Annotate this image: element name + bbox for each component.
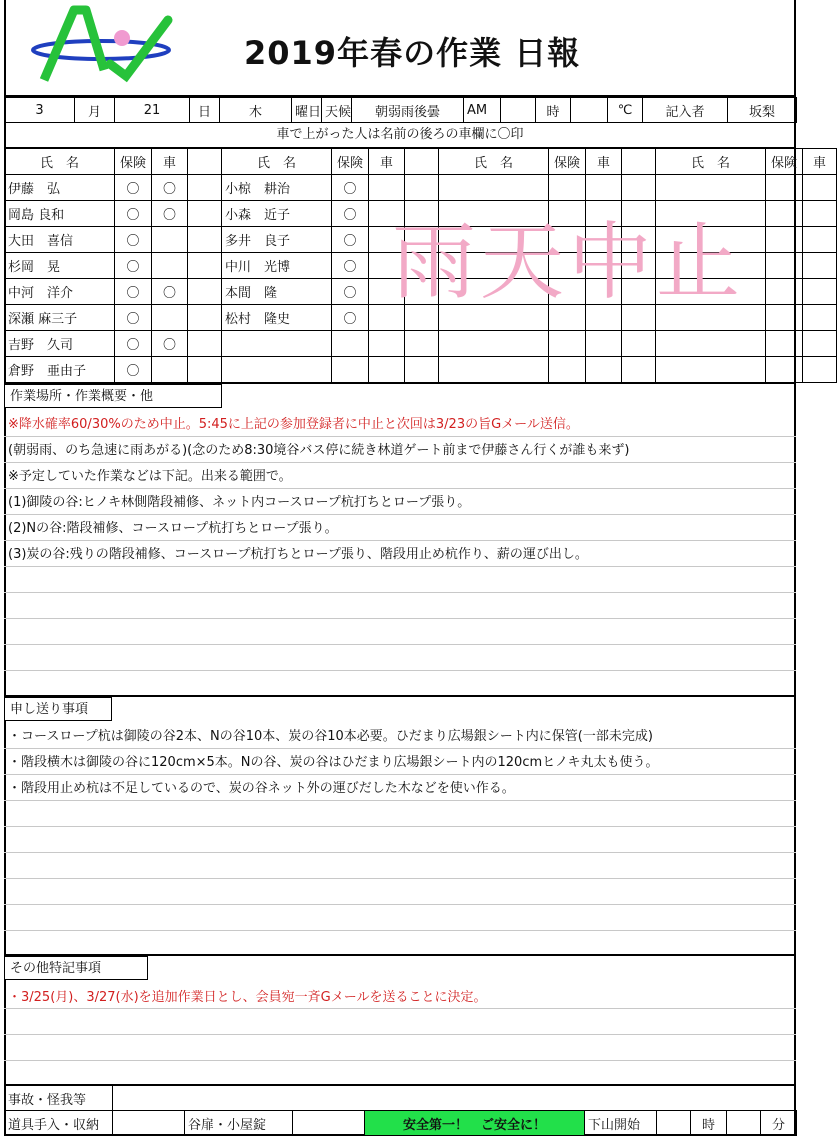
ruled-line [4,826,796,827]
ruled-line [4,592,796,593]
empty-car-cell[interactable] [803,357,837,383]
member-name[interactable]: 岡島 良和 [5,201,115,227]
member-insurance[interactable]: 〇 [332,227,369,253]
other-line[interactable]: ・3/25(月)、3/27(水)を追加作業日とし、会員宛一斉Gメールを送ることに決定。 [8,990,487,1005]
member-insurance[interactable]: 〇 [332,175,369,201]
empty-car-cell[interactable] [586,331,622,357]
ruled-line [4,774,796,775]
divider [4,695,796,697]
ruled-line [4,878,796,879]
tools-label: 道具手入・収納 [5,1111,113,1136]
ruled-line [4,1008,796,1009]
work-line[interactable]: (2)Nの谷:階段補修、コースロープ杭打ちとロープ張り。 [8,521,338,536]
member-car[interactable] [369,175,405,201]
car-header: 車 [586,149,622,175]
handover-section-label: 申し送り事項 [4,697,112,721]
insurance-header: 保険 [115,149,152,175]
member-header-row [5,149,837,175]
ruled-line [4,488,796,489]
accident-label: 事故・怪我等 [5,1086,113,1111]
empty-insurance-cell[interactable] [549,331,586,357]
member-row [5,331,837,357]
member-insurance[interactable]: 〇 [115,227,152,253]
insurance-header: 保険 [332,149,369,175]
club-logo-icon [26,2,176,90]
weather-label: 天候 [322,98,352,123]
day-value[interactable]: 21 [115,98,190,123]
member-name[interactable]: 吉野 久司 [5,331,115,357]
empty-name-cell[interactable] [656,331,766,357]
member-name[interactable]: 中川 光博 [222,253,332,279]
other-section-label: その他特記事項 [4,956,148,980]
empty-insurance-cell[interactable] [766,175,803,201]
descent-hour-value[interactable] [657,1111,691,1136]
spacer-cell [188,227,222,253]
month-value[interactable]: 3 [5,98,75,123]
handover-line[interactable]: ・階段横木は御陵の谷に120cm×5本。Nの谷、炭の谷はひだまり広場銀シート内の120cmヒノキ丸太も使う。 [8,755,659,770]
member-car[interactable] [152,305,188,331]
recorder-value[interactable]: 坂梨 [728,98,797,123]
ruled-line [4,566,796,567]
member-car[interactable]: 〇 [152,279,188,305]
work-section-label: 作業場所・作業概要・他 [4,384,222,408]
spacer-cell [188,149,222,175]
member-insurance[interactable]: 〇 [332,253,369,279]
tools-value[interactable] [113,1111,185,1136]
ruled-line [4,748,796,749]
member-insurance[interactable]: 〇 [115,175,152,201]
member-name[interactable]: 伊藤 弘 [5,175,115,201]
weekday-value[interactable]: 木 [220,98,292,123]
descent-minute-label: 分 [761,1111,797,1136]
car-header: 車 [803,149,837,175]
temperature-label: ℃ [608,98,643,123]
empty-insurance-cell[interactable] [766,357,803,383]
member-name[interactable]: 小椋 耕治 [222,175,332,201]
ruled-line [4,436,796,437]
spacer-cell [405,175,439,201]
spacer-cell [188,279,222,305]
member-name[interactable]: 中河 洋介 [5,279,115,305]
gate-label: 谷扉・小屋錠 [185,1111,293,1136]
empty-car-cell[interactable] [586,357,622,383]
empty-insurance-cell[interactable] [766,201,803,227]
member-insurance[interactable] [332,331,369,357]
spacer-cell [188,253,222,279]
weekday-label: 曜日 [292,98,322,123]
empty-car-cell[interactable] [803,201,837,227]
member-name[interactable] [222,357,332,383]
spacer-cell [405,331,439,357]
member-car[interactable] [152,227,188,253]
ruled-line [4,800,796,801]
spacer-cell [188,201,222,227]
member-insurance[interactable]: 〇 [332,305,369,331]
empty-insurance-cell[interactable] [766,331,803,357]
member-row [5,357,837,383]
member-name[interactable]: 松村 隆史 [222,305,332,331]
spacer-cell [188,305,222,331]
date-weather-row [4,97,797,123]
empty-insurance-cell[interactable] [549,357,586,383]
descent-label: 下山開始 [585,1111,657,1136]
member-name[interactable]: 倉野 亜由子 [5,357,115,383]
accident-value[interactable] [113,1086,797,1111]
member-name[interactable] [222,331,332,357]
report-header [4,0,796,97]
member-insurance[interactable] [332,357,369,383]
empty-car-cell[interactable] [803,253,837,279]
empty-insurance-cell[interactable] [766,253,803,279]
ruled-line [4,904,796,905]
descent-hour-label: 時 [691,1111,727,1136]
ruled-line [4,514,796,515]
ruled-line [4,1034,796,1035]
descent-minute-value[interactable] [727,1111,761,1136]
spacer-cell [622,357,656,383]
empty-car-cell[interactable] [803,331,837,357]
temperature-value[interactable] [571,98,608,123]
member-name[interactable]: 多井 良子 [222,227,332,253]
hour-label: 時 [536,98,571,123]
weather-value[interactable]: 朝弱雨後曇 [352,98,464,123]
spacer-cell [622,331,656,357]
empty-car-cell[interactable] [586,175,622,201]
member-insurance[interactable]: 〇 [115,357,152,383]
recorder-label: 記入者 [643,98,728,123]
ruled-line [4,930,796,931]
am-label: AM [464,98,501,123]
report-title: 2019年春の作業 日報 [244,34,581,72]
work-line[interactable]: (3)炭の谷:残りの階段補修、コースロープ杭打ちとロープ張り、階段用止め杭作り、薪の運び出し。 [8,547,588,562]
member-row [5,175,837,201]
ruled-line [4,540,796,541]
spacer-cell [622,175,656,201]
safety-banner: 安全第一！ ご安全に！ [365,1111,585,1136]
member-name[interactable]: 深瀬 麻三子 [5,305,115,331]
member-insurance[interactable]: 〇 [332,279,369,305]
handover-line[interactable]: ・コースロープ杭は御陵の谷2本、Nの谷10本、炭の谷10本必要。ひだまり広場銀シート内に保管(一部未完成) [8,729,653,744]
work-line[interactable]: ※予定していた作業などは下記。出来る範囲で。 [8,469,292,484]
work-line[interactable]: (朝弱雨、のち急速に雨あがる)(念のため8:30境谷バス停に続き林道ゲート前まで伊藤さん行くが誰も来ず) [8,443,630,458]
spacer-cell [188,357,222,383]
member-car[interactable] [369,331,405,357]
name-header: 氏 名 [222,149,332,175]
member-car[interactable]: 〇 [152,331,188,357]
work-line[interactable]: ※降水確率60/30%のため中止。5:45に上記の参加登録者に中止と次回は3/23の旨Gメール送信。 [8,417,579,432]
insurance-header: 保険 [549,149,586,175]
empty-insurance-cell[interactable] [549,175,586,201]
car-header: 車 [152,149,188,175]
empty-name-cell[interactable] [439,331,549,357]
member-insurance[interactable]: 〇 [115,253,152,279]
ruled-line [4,1060,796,1061]
member-insurance[interactable]: 〇 [332,201,369,227]
spacer-cell [622,149,656,175]
member-car[interactable]: 〇 [152,201,188,227]
car-note: 車で上がった人は名前の後ろの車欄に〇印 [4,122,796,148]
name-header: 氏 名 [439,149,549,175]
member-car[interactable] [152,253,188,279]
member-car[interactable]: 〇 [152,175,188,201]
empty-name-cell[interactable] [656,175,766,201]
empty-car-cell[interactable] [803,305,837,331]
ruled-line [4,618,796,619]
member-insurance[interactable]: 〇 [115,305,152,331]
spacer-cell [188,175,222,201]
member-car[interactable] [152,357,188,383]
spacer-cell [405,149,439,175]
empty-name-cell[interactable] [439,175,549,201]
month-label: 月 [75,98,115,123]
empty-car-cell[interactable] [803,227,837,253]
empty-name-cell[interactable] [439,357,549,383]
gate-value[interactable] [293,1111,365,1136]
day-label: 日 [190,98,220,123]
empty-car-cell[interactable] [803,279,837,305]
empty-insurance-cell[interactable] [766,305,803,331]
empty-insurance-cell[interactable] [766,227,803,253]
member-insurance[interactable]: 〇 [115,331,152,357]
spacer-cell [405,357,439,383]
empty-name-cell[interactable] [656,357,766,383]
handover-line[interactable]: ・階段用止め杭は不足しているので、炭の谷ネット外の運びだした木などを使い作る。 [8,781,515,796]
ruled-line [4,462,796,463]
ruled-line [4,644,796,645]
name-header: 氏 名 [5,149,115,175]
member-name[interactable]: 大田 喜信 [5,227,115,253]
car-header: 車 [369,149,405,175]
member-car[interactable] [369,357,405,383]
ruled-line [4,670,796,671]
am-value[interactable] [501,98,536,123]
member-name[interactable]: 本間 隆 [222,279,332,305]
empty-car-cell[interactable] [803,175,837,201]
footer-table [4,1085,797,1136]
work-line[interactable]: (1)御陵の谷:ヒノキ林側階段補修、ネット内コースロープ杭打ちとロープ張り。 [8,495,471,510]
spacer-cell [188,331,222,357]
empty-insurance-cell[interactable] [766,279,803,305]
member-insurance[interactable]: 〇 [115,201,152,227]
member-insurance[interactable]: 〇 [115,279,152,305]
ruled-line [4,852,796,853]
insurance-header: 保険 [766,149,803,175]
member-name[interactable]: 杉岡 晃 [5,253,115,279]
member-name[interactable]: 小森 近子 [222,201,332,227]
name-header: 氏 名 [656,149,766,175]
rain-cancel-stamp: 雨天中止 [392,213,745,311]
